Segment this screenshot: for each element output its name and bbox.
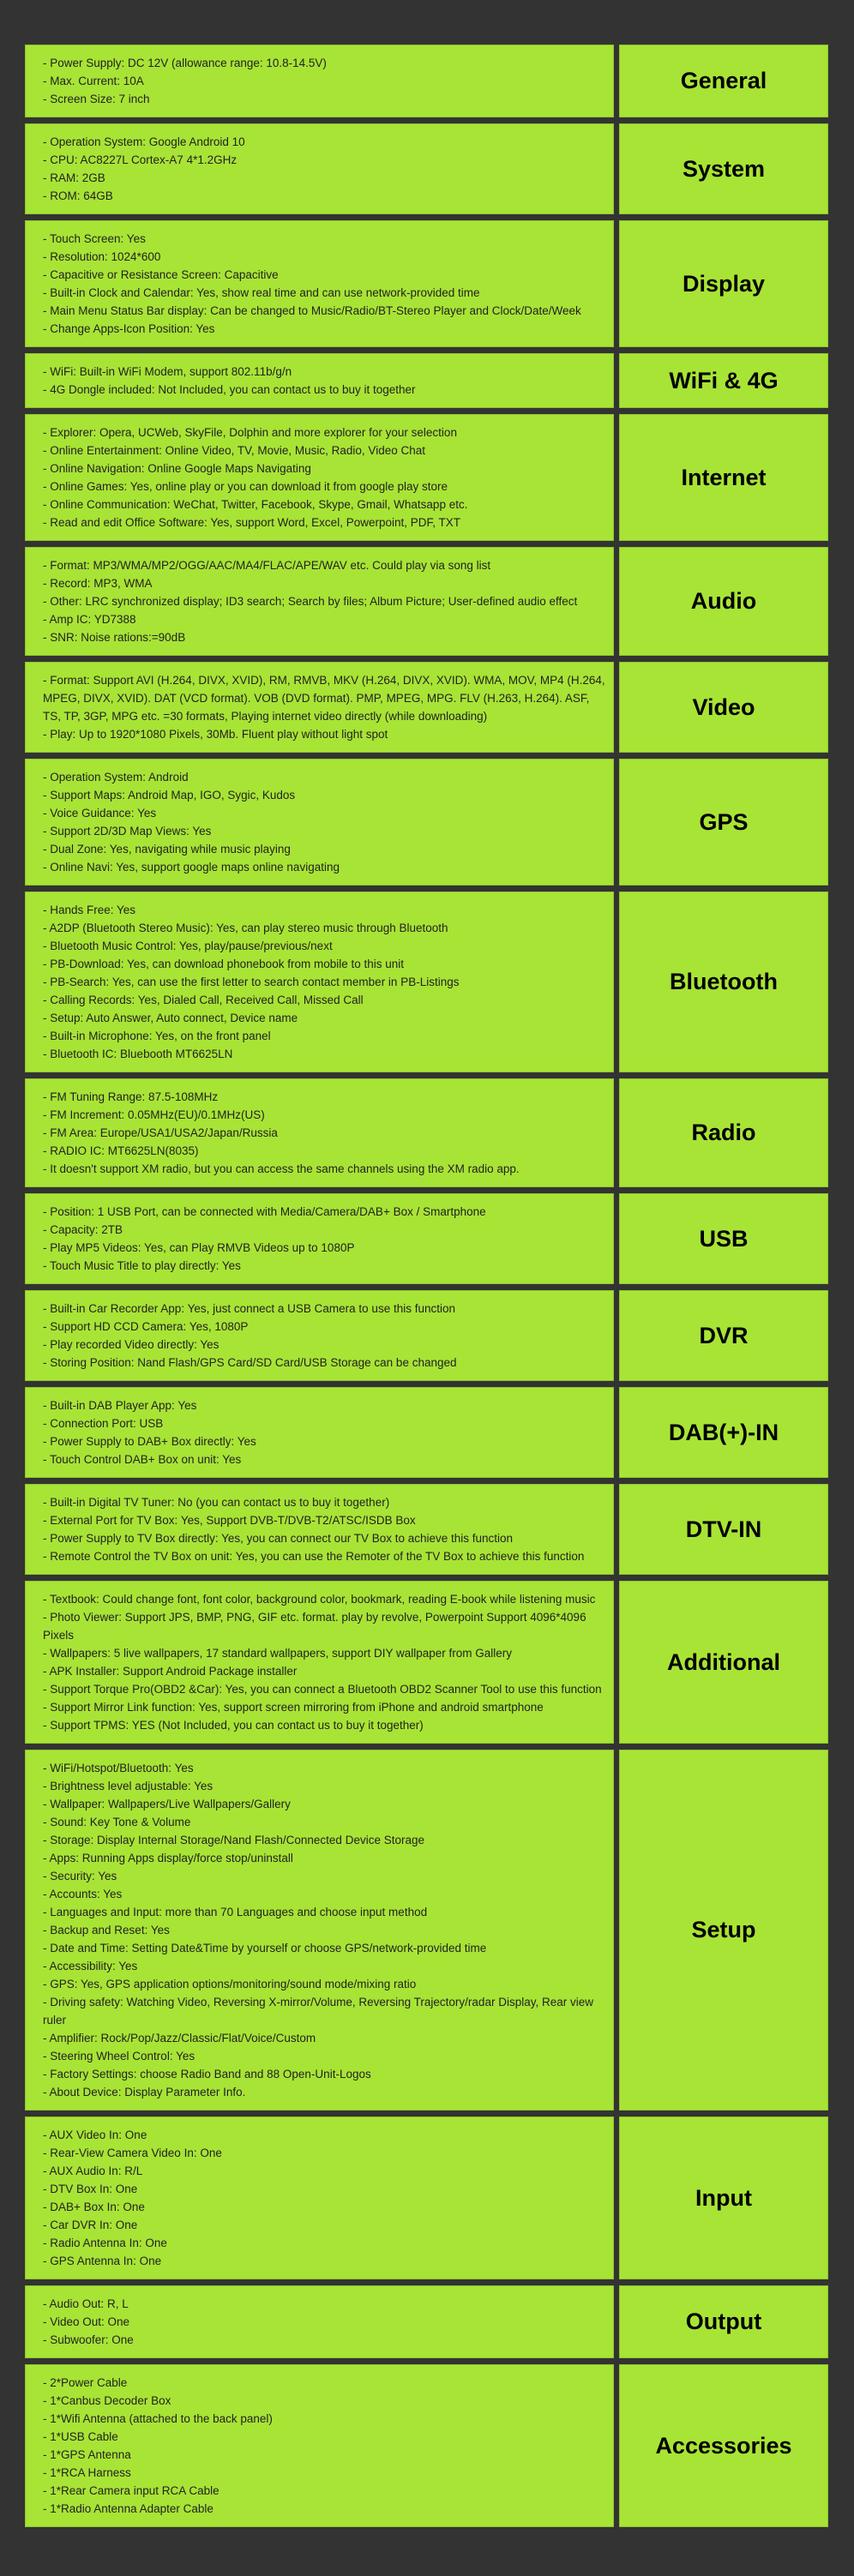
section-title: Accessories	[619, 2364, 828, 2527]
spec-line: - Support Maps: Android Map, IGO, Sygic, Kudos	[43, 789, 296, 802]
spec-line: - Date and Time: Setting Date&Time by yourself or choose GPS/network-provided time	[43, 1942, 487, 1955]
spec-details	[25, 353, 614, 408]
spec-details	[25, 1290, 614, 1381]
spec-row-usb	[25, 1193, 828, 1284]
spec-row-bluetooth	[25, 892, 828, 1072]
spec-line: - Built-in Digital TV Tuner: No (you can contact us to buy it together)	[43, 1496, 390, 1509]
spec-line: - Touch Screen: Yes	[43, 232, 146, 245]
spec-line: - Operation System: Google Android 10	[43, 135, 245, 148]
spec-line: - Built-in Clock and Calendar: Yes, show real time and can use network-provided time	[43, 286, 480, 299]
spec-line: - Audio Out: R, L	[43, 2297, 129, 2310]
spec-line: - Amp IC: YD7388	[43, 613, 136, 626]
spec-line: - It doesn't support XM radio, but you can access the same channels using the XM radio app.	[43, 1162, 520, 1175]
spec-line: - Textbook: Could change font, font color, background color, bookmark, reading E-book while listening music	[43, 1593, 596, 1606]
spec-row-dab-in	[25, 1387, 828, 1478]
spec-line: - Apps: Running Apps display/force stop/uninstall	[43, 1852, 293, 1864]
spec-line: - Support 2D/3D Map Views: Yes	[43, 825, 212, 838]
spec-details	[25, 1750, 614, 2111]
spec-row-output	[25, 2285, 828, 2358]
spec-line: - Online Navigation: Online Google Maps Navigating	[43, 462, 311, 475]
spec-line: - Power Supply to TV Box directly: Yes, you can connect our TV Box to achieve this function	[43, 1532, 514, 1545]
spec-row-radio	[25, 1078, 828, 1187]
spec-line: - 1*USB Cable	[43, 2430, 118, 2443]
spec-details	[25, 123, 614, 214]
spec-line: - 1*Rear Camera input RCA Cable	[43, 2484, 220, 2497]
spec-line: - RADIO IC: MT6625LN(8035)	[43, 1144, 199, 1157]
spec-line: - Amplifier: Rock/Pop/Jazz/Classic/Flat/Voice/Custom	[43, 2032, 316, 2045]
spec-line: - Power Supply to DAB+ Box directly: Yes	[43, 1435, 256, 1448]
spec-line: - Driving safety: Watching Video, Reversing X-mirror/Volume, Reversing Trajectory/radar Display, Rear view ruler	[43, 1996, 593, 2027]
spec-line: - 1*Wifi Antenna (attached to the back panel)	[43, 2412, 273, 2425]
spec-line: - Calling Records: Yes, Dialed Call, Received Call, Missed Call	[43, 994, 364, 1006]
spec-line: - GPS Antenna In: One	[43, 2255, 162, 2267]
spec-line: - About Device: Display Parameter Info.	[43, 2086, 246, 2099]
spec-line: - 4G Dongle included: Not Included, you can contact us to buy it together	[43, 383, 416, 396]
section-title: Internet	[619, 414, 828, 541]
section-title: Display	[619, 220, 828, 347]
spec-line: - Support Mirror Link function: Yes, support screen mirroring from iPhone and android smartphone	[43, 1701, 544, 1714]
spec-line: - Format: MP3/WMA/MP2/OGG/AAC/MA4/FLAC/APE/WAV etc. Could play via song list	[43, 559, 491, 572]
spec-line: - SNR: Noise rations:=90dB	[43, 631, 186, 644]
spec-line: - Capacitive or Resistance Screen: Capacitive	[43, 268, 279, 281]
section-title: Input	[619, 2117, 828, 2279]
spec-line: - Explorer: Opera, UCWeb, SkyFile, Dolphin and more explorer for your selection	[43, 426, 457, 439]
spec-line: - Touch Music Title to play directly: Yes	[43, 1259, 241, 1272]
spec-line: - Accessibility: Yes	[43, 1960, 138, 1973]
spec-table	[25, 45, 828, 2533]
spec-line: - DTV Box In: One	[43, 2183, 138, 2195]
spec-row-dtv-in	[25, 1484, 828, 1575]
spec-line: - Max. Current: 10A	[43, 75, 144, 87]
spec-line: - Play: Up to 1920*1080 Pixels, 30Mb. Fluent play without light spot	[43, 728, 388, 741]
spec-line: - Support Torque Pro(OBD2 &Car): Yes, you can connect a Bluetooth OBD2 Scanner Tool to use this function	[43, 1683, 602, 1696]
section-title: DTV-IN	[619, 1484, 828, 1575]
section-title: Bluetooth	[619, 892, 828, 1072]
spec-line: - WiFi/Hotspot/Bluetooth: Yes	[43, 1762, 194, 1774]
section-title: DAB(+)-IN	[619, 1387, 828, 1478]
spec-line: - 1*RCA Harness	[43, 2466, 131, 2479]
spec-line: - Security: Yes	[43, 1870, 117, 1882]
spec-line: - Brightness level adjustable: Yes	[43, 1780, 214, 1792]
spec-row-additional	[25, 1581, 828, 1744]
spec-line: - PB-Download: Yes, can download phonebook from mobile to this unit	[43, 958, 405, 970]
spec-line: - Languages and Input: more than 70 Languages and choose input method	[43, 1906, 428, 1918]
spec-line: - DAB+ Box In: One	[43, 2201, 145, 2213]
spec-details	[25, 2285, 614, 2358]
spec-line: - 1*Canbus Decoder Box	[43, 2394, 171, 2407]
spec-line: - Built-in Microphone: Yes, on the front panel	[43, 1030, 271, 1042]
spec-line: - Dual Zone: Yes, navigating while music playing	[43, 843, 291, 856]
spec-line: - 1*GPS Antenna	[43, 2448, 131, 2461]
spec-line: - Hands Free: Yes	[43, 904, 136, 916]
spec-line: - Connection Port: USB	[43, 1417, 164, 1430]
spec-details	[25, 1581, 614, 1744]
spec-line: - Touch Control DAB+ Box on unit: Yes	[43, 1453, 242, 1466]
spec-line: - Power Supply: DC 12V (allowance range: 10.8-14.5V)	[43, 57, 327, 69]
spec-line: - Storage: Display Internal Storage/Nand Flash/Connected Device Storage	[43, 1834, 424, 1846]
spec-line: - Built-in DAB Player App: Yes	[43, 1399, 197, 1412]
section-title: Audio	[619, 547, 828, 656]
spec-details	[25, 892, 614, 1072]
spec-row-setup	[25, 1750, 828, 2111]
section-title: Additional	[619, 1581, 828, 1744]
spec-details	[25, 759, 614, 886]
spec-line: - Online Entertainment: Online Video, TV, Movie, Music, Radio, Video Chat	[43, 444, 425, 457]
spec-line: - Backup and Reset: Yes	[43, 1924, 170, 1937]
spec-row-dvr	[25, 1290, 828, 1381]
spec-line: - AUX Video In: One	[43, 2129, 147, 2141]
spec-line: - External Port for TV Box: Yes, Support DVB-T/DVB-T2/ATSC/ISDB Box	[43, 1514, 416, 1527]
spec-row-audio	[25, 547, 828, 656]
spec-line: - Storing Position: Nand Flash/GPS Card/SD Card/USB Storage can be changed	[43, 1356, 457, 1369]
spec-line: - Support HD CCD Camera: Yes, 1080P	[43, 1320, 249, 1333]
spec-line: - Rear-View Camera Video In: One	[43, 2147, 222, 2159]
spec-line: - Online Navi: Yes, support google maps online navigating	[43, 861, 340, 874]
spec-line: - CPU: AC8227L Cortex-A7 4*1.2GHz	[43, 153, 238, 166]
spec-line: - Position: 1 USB Port, can be connected with Media/Camera/DAB+ Box / Smartphone	[43, 1205, 486, 1218]
section-title: Output	[619, 2285, 828, 2358]
spec-details	[25, 1193, 614, 1284]
spec-row-accessories	[25, 2364, 828, 2527]
spec-line: - Car DVR In: One	[43, 2219, 138, 2231]
spec-line: - Change Apps-Icon Position: Yes	[43, 322, 215, 335]
spec-line: - 2*Power Cable	[43, 2376, 128, 2389]
section-title: DVR	[619, 1290, 828, 1381]
spec-line: - Built-in Car Recorder App: Yes, just connect a USB Camera to use this function	[43, 1302, 455, 1315]
spec-line: - Resolution: 1024*600	[43, 250, 161, 263]
spec-line: - RAM: 2GB	[43, 171, 105, 184]
spec-details	[25, 547, 614, 656]
spec-line: - Format: Support AVI (H.264, DIVX, XVID), RM, RMVB, MKV (H.264, DIVX, XVID). WMA, MOV, MP4 (H.264, MPEG, DIVX, XVID). DAT (VCD format). VOB (DVD format). PMP, MPEG, MPG. FLV (H.263, H.264). ASF, TS, TP, 3GP, MPG etc. =30 formats, Playing internet video directly (while downloading)	[43, 674, 605, 723]
spec-line: - Read and edit Office Software: Yes, support Word, Excel, Powerpoint, PDF, TXT	[43, 516, 460, 529]
spec-line: - Factory Settings: choose Radio Band and 88 Open-Unit-Logos	[43, 2068, 371, 2081]
spec-line: - 1*Radio Antenna Adapter Cable	[43, 2502, 214, 2515]
section-title: GPS	[619, 759, 828, 886]
spec-line: - Sound: Key Tone & Volume	[43, 1816, 191, 1828]
spec-details	[25, 220, 614, 347]
spec-row-internet	[25, 414, 828, 541]
spec-line: - Bluetooth Music Control: Yes, play/pause/previous/next	[43, 940, 333, 952]
spec-details	[25, 662, 614, 753]
spec-row-input	[25, 2117, 828, 2279]
spec-line: - Capacity: 2TB	[43, 1223, 123, 1236]
spec-line: - Record: MP3, WMA	[43, 577, 153, 590]
spec-line: - Wallpapers: 5 live wallpapers, 17 standard wallpapers, support DIY wallpaper from Gallery	[43, 1647, 513, 1660]
spec-details	[25, 1387, 614, 1478]
spec-row-display	[25, 220, 828, 347]
spec-line: - Support TPMS: YES (Not Included, you can contact us to buy it together)	[43, 1719, 424, 1732]
spec-line: - FM Area: Europe/USA1/USA2/Japan/Russia	[43, 1126, 278, 1139]
spec-line: - Online Games: Yes, online play or you can download it from google play store	[43, 480, 448, 493]
spec-row-general	[25, 45, 828, 117]
section-title: System	[619, 123, 828, 214]
spec-line: - FM Tuning Range: 87.5-108MHz	[43, 1090, 219, 1103]
section-title: General	[619, 45, 828, 117]
spec-line: - Screen Size: 7 inch	[43, 93, 150, 105]
spec-details	[25, 1484, 614, 1575]
spec-line: - Setup: Auto Answer, Auto connect, Device name	[43, 1012, 298, 1024]
spec-line: - APK Installer: Support Android Package installer	[43, 1665, 298, 1678]
section-title: Setup	[619, 1750, 828, 2111]
spec-line: - Other: LRC synchronized display; ID3 search; Search by files; Album Picture; User-defined audio effect	[43, 595, 578, 608]
spec-row-gps	[25, 759, 828, 886]
spec-line: - Operation System: Android	[43, 771, 189, 784]
section-title: USB	[619, 1193, 828, 1284]
spec-line: - GPS: Yes, GPS application options/monitoring/sound mode/mixing ratio	[43, 1978, 417, 1991]
spec-line: - Bluetooth IC: Bluebooth MT6625LN	[43, 1048, 233, 1060]
spec-details	[25, 2117, 614, 2279]
section-title: WiFi & 4G	[619, 353, 828, 408]
spec-details	[25, 2364, 614, 2527]
spec-line: - FM Increment: 0.05MHz(EU)/0.1MHz(US)	[43, 1108, 265, 1121]
spec-details	[25, 1078, 614, 1187]
spec-row-video	[25, 662, 828, 753]
spec-line: - Wallpaper: Wallpapers/Live Wallpapers/Gallery	[43, 1798, 291, 1810]
spec-line: - ROM: 64GB	[43, 189, 113, 202]
spec-line: - Voice Guidance: Yes	[43, 807, 157, 820]
spec-line: - Play recorded Video directly: Yes	[43, 1338, 220, 1351]
spec-line: - PB-Search: Yes, can use the first letter to search contact member in PB-Listings	[43, 976, 460, 988]
spec-line: - Main Menu Status Bar display: Can be changed to Music/Radio/BT-Stereo Player and Clock/Date/Week	[43, 304, 581, 317]
spec-details	[25, 45, 614, 117]
spec-row-system	[25, 123, 828, 214]
spec-line: - Subwoofer: One	[43, 2333, 134, 2346]
spec-line: - Play MP5 Videos: Yes, can Play RMVB Videos up to 1080P	[43, 1241, 355, 1254]
section-title: Video	[619, 662, 828, 753]
spec-line: - Video Out: One	[43, 2315, 130, 2328]
spec-line: - WiFi: Built-in WiFi Modem, support 802.11b/g/n	[43, 365, 292, 378]
spec-row-wifi-4g	[25, 353, 828, 408]
spec-details	[25, 414, 614, 541]
spec-line: - Remote Control the TV Box on unit: Yes, you can use the Remoter of the TV Box to achieve this function	[43, 1550, 585, 1563]
section-title: Radio	[619, 1078, 828, 1187]
spec-line: - Radio Antenna In: One	[43, 2237, 167, 2249]
spec-line: - AUX Audio In: R/L	[43, 2165, 143, 2177]
spec-line: - Steering Wheel Control: Yes	[43, 2050, 195, 2063]
spec-line: - A2DP (Bluetooth Stereo Music): Yes, can play stereo music through Bluetooth	[43, 922, 448, 934]
spec-line: - Photo Viewer: Support JPS, BMP, PNG, GIF etc. format. play by revolve, Powerpoint Support 4096*4096 Pixels	[43, 1611, 586, 1642]
spec-line: - Online Communication: WeChat, Twitter, Facebook, Skype, Gmail, Whatsapp etc.	[43, 498, 468, 511]
spec-line: - Accounts: Yes	[43, 1888, 123, 1900]
